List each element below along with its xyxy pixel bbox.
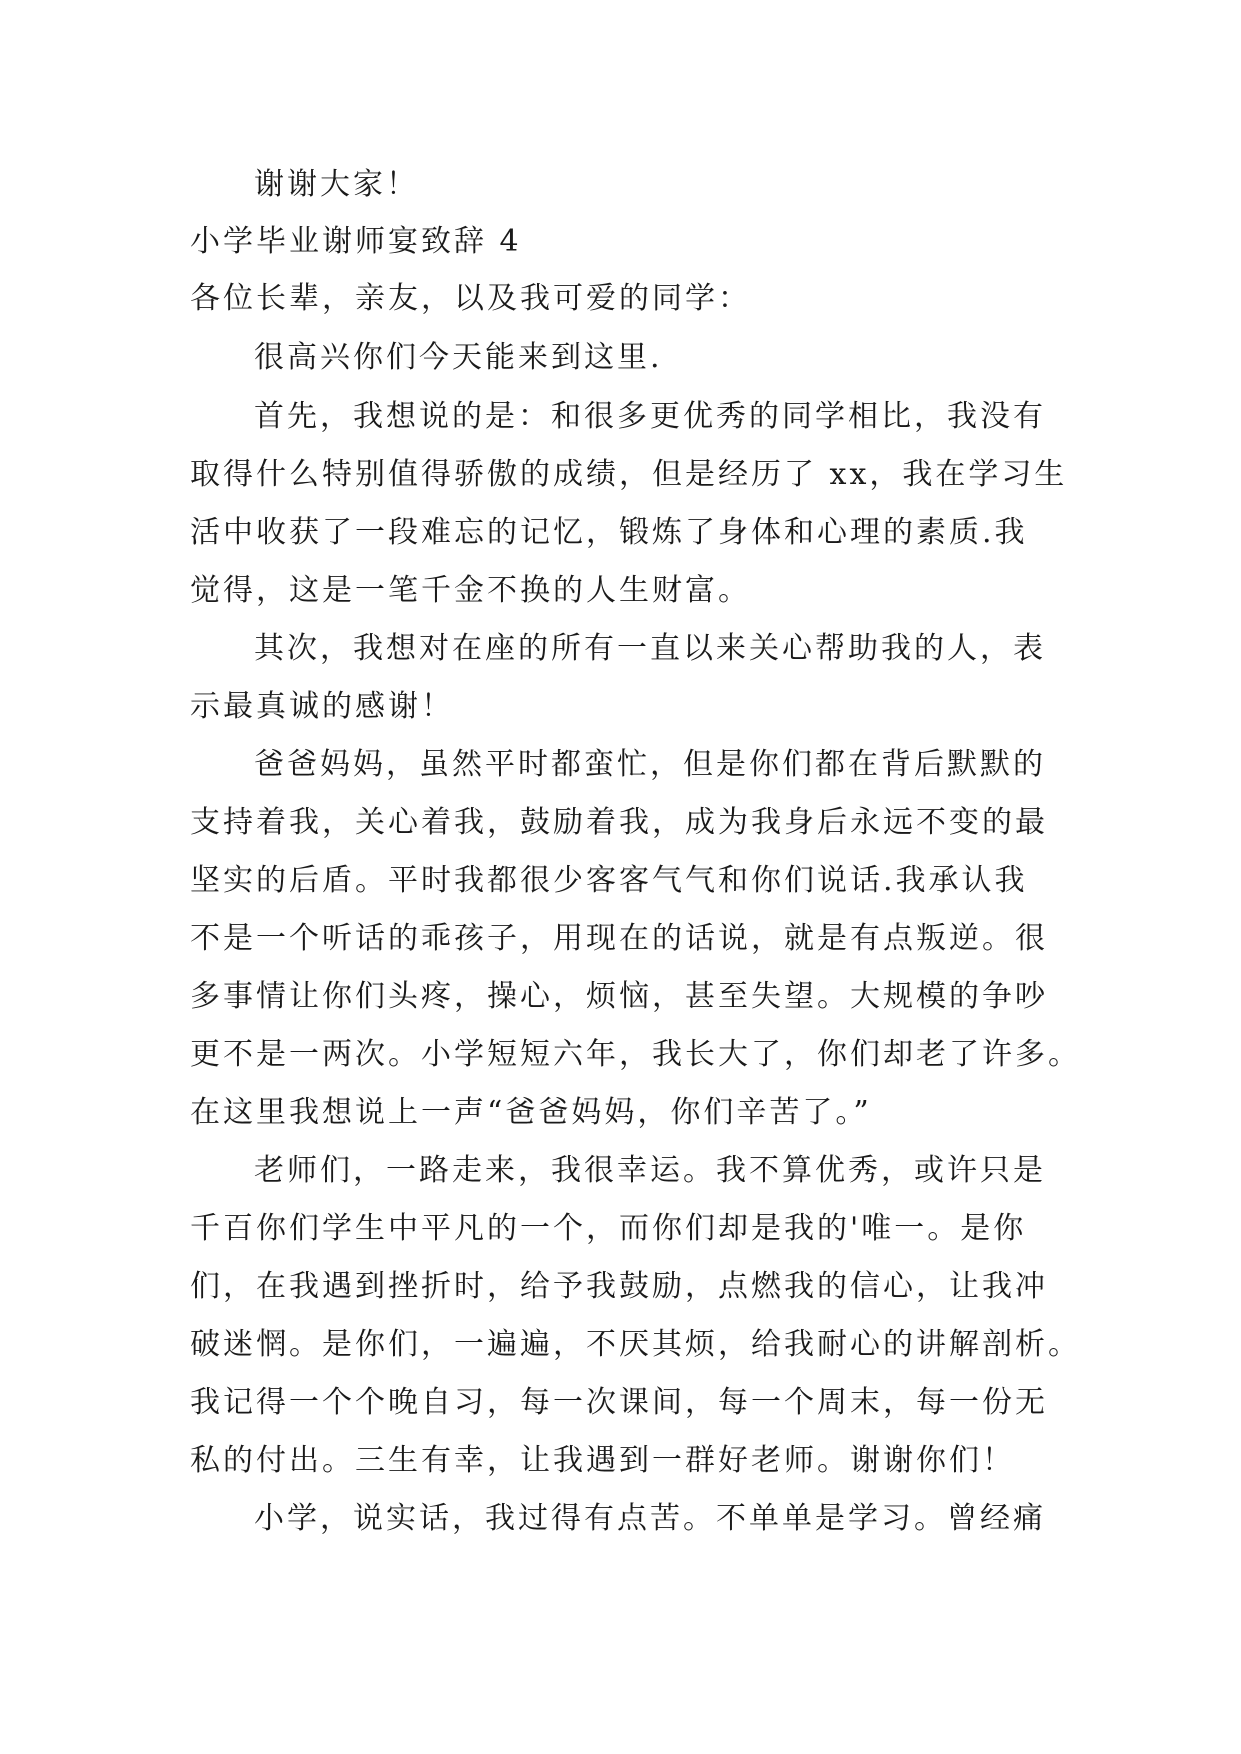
text-line: 千百你们学生中平凡的一个，而你们却是我的'唯一。是你	[190, 1211, 1027, 1246]
text-line: 我记得一个个晚自习，每一次课间，每一个周末，每一份无	[190, 1385, 1048, 1420]
text-line: 坚实的后盾。平时我都很少客客气气和你们说话.我承认我	[190, 863, 1028, 898]
text-line: 爸爸妈妈，虽然平时都蛮忙，但是你们都在背后默默的	[254, 747, 1046, 782]
text-line: 活中收获了一段难忘的记忆，锻炼了身体和心理的素质.我	[190, 515, 1028, 550]
text-line: 们，在我遇到挫折时，给予我鼓励，点燃我的信心，让我冲	[190, 1269, 1048, 1304]
text-line: 多事情让你们头疼，操心，烦恼，甚至失望。大规模的争吵	[190, 979, 1048, 1014]
text-line: 在这里我想说上一声“爸爸妈妈，你们辛苦了。”	[190, 1095, 872, 1130]
text-line: 取得什么特别值得骄傲的成绩，但是经历了 xx，我在学习生	[190, 457, 1068, 492]
salutation: 各位长辈，亲友，以及我可爱的同学：	[190, 281, 751, 316]
text-line: 破迷惘。是你们，一遍遍，不厌其烦，给我耐心的讲解剖析。	[190, 1327, 1081, 1362]
text-line: 更不是一两次。小学短短六年，我长大了，你们却老了许多。	[190, 1037, 1081, 1072]
text-line: 小学，说实话，我过得有点苦。不单单是学习。曾经痛	[254, 1501, 1046, 1536]
text-line: 示最真诚的感谢！	[190, 689, 454, 724]
paragraph-welcome: 很高兴你们今天能来到这里.	[254, 340, 663, 375]
text-line: 其次，我想对在座的所有一直以来关心帮助我的人，表	[254, 631, 1046, 666]
text-line: 老师们，一路走来，我很幸运。我不算优秀，或许只是	[254, 1153, 1046, 1188]
text-line: 私的付出。三生有幸，让我遇到一群好老师。谢谢你们！	[190, 1443, 1015, 1478]
paragraph-closing-thanks: 谢谢大家！	[254, 167, 419, 202]
text-line: 首先，我想说的是：和很多更优秀的同学相比，我没有	[254, 399, 1046, 434]
text-line: 觉得，这是一笔千金不换的人生财富。	[190, 573, 751, 608]
text-line: 不是一个听话的乖孩子，用现在的话说，就是有点叛逆。很	[190, 921, 1048, 956]
section-heading: 小学毕业谢师宴致辞 4	[190, 224, 522, 259]
text-line: 支持着我，关心着我，鼓励着我，成为我身后永远不变的最	[190, 805, 1048, 840]
